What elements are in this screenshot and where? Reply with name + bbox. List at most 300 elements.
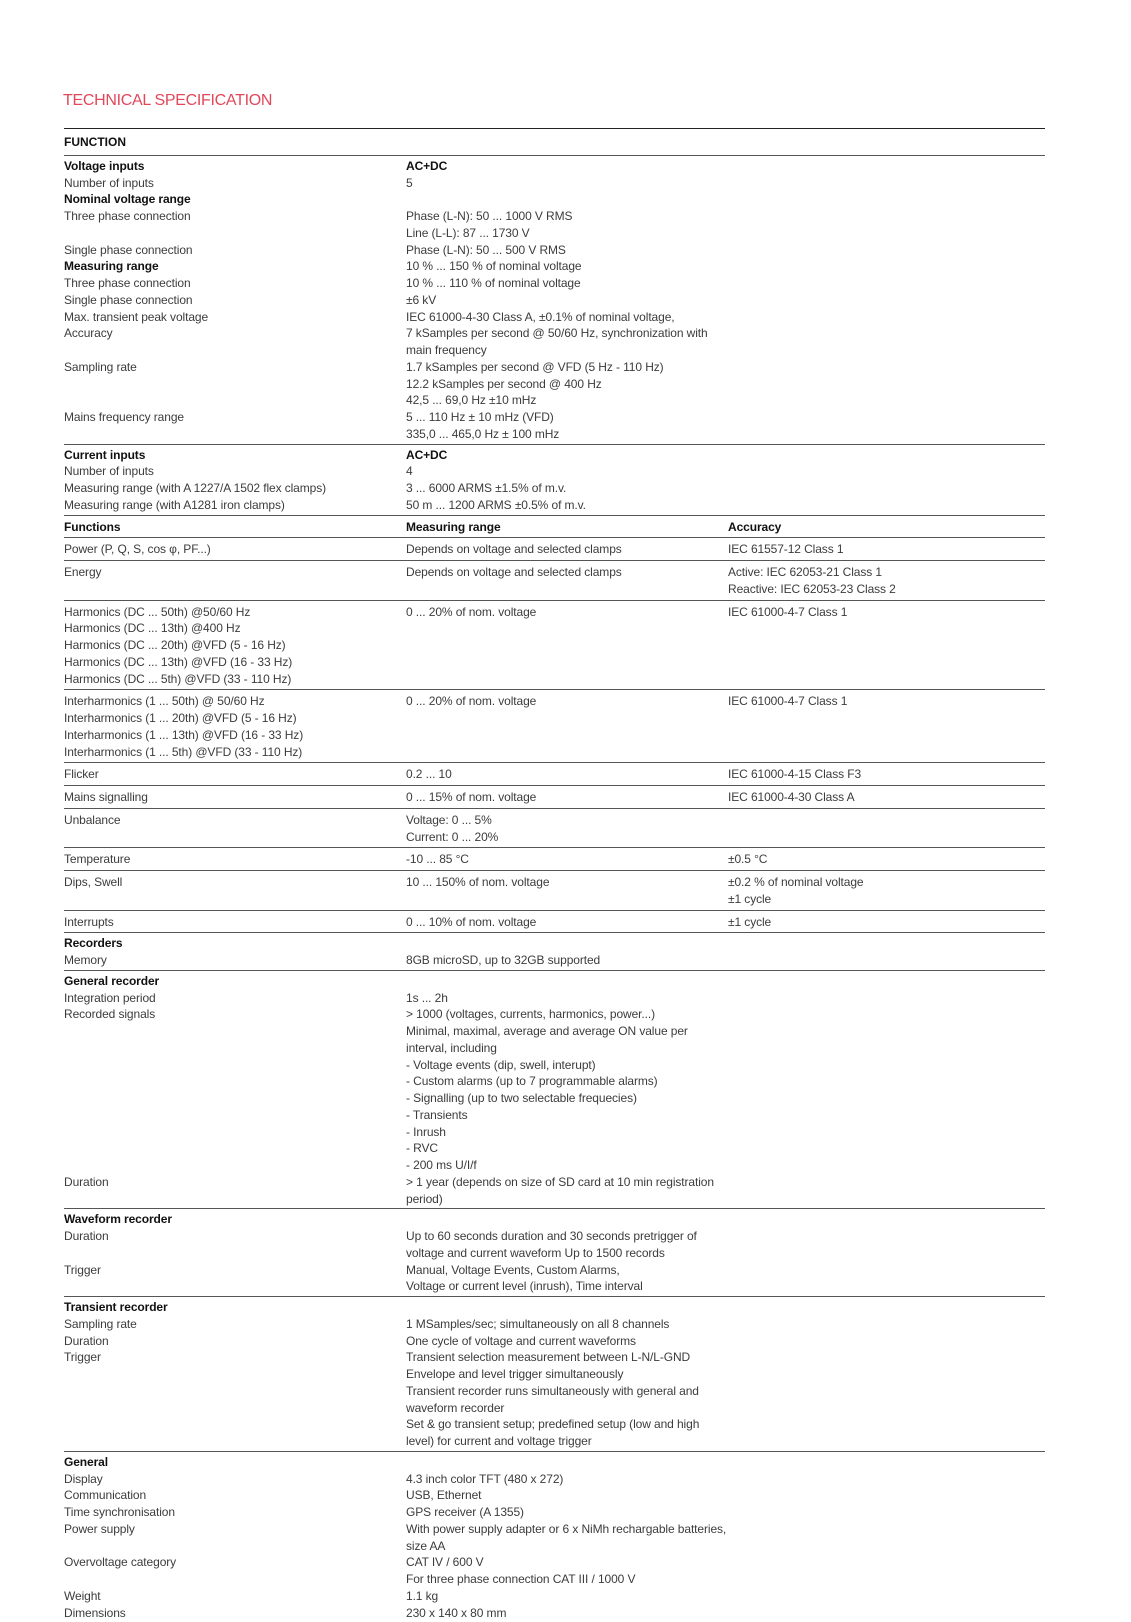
spec-text: 10 % ... 110 % of nominal voltage [406, 276, 581, 291]
spec-value [406, 935, 728, 952]
spec-text: 7 kSamples per second @ 50/60 Hz, synchronization with main frequency [406, 326, 708, 358]
spec-value [406, 242, 728, 259]
spec-accuracy [728, 497, 1045, 514]
spec-label [64, 766, 406, 783]
spec-text: Unbalance [64, 812, 121, 827]
spec-text: Transient recorder runs simultaneously with general and waveform recorder [406, 1383, 699, 1415]
spec-text: 12.2 kSamples per second @ 400 Hz [406, 376, 602, 391]
spec-label [64, 175, 406, 192]
spec-value [406, 463, 728, 480]
spec-text: 0 ... 15% of nom. voltage [406, 790, 537, 805]
spec-text: > 1 year (depends on size of SD card at 10 min registration period) [406, 1174, 714, 1206]
spec-text: Sampling rate [64, 359, 137, 374]
spec-value [406, 541, 728, 558]
spec-value [406, 766, 728, 783]
spec-text: One cycle of voltage and current waveforms [406, 1333, 636, 1348]
spec-accuracy [728, 309, 1045, 326]
spec-text: Harmonics (DC ... 50th) @50/60 Hz [64, 604, 251, 619]
spec-row [64, 563, 1045, 599]
spec-text: 5 ... 110 Hz ± 10 mHz (VFD) [406, 410, 554, 425]
spec-section [64, 848, 1045, 871]
spec-text: Communication [64, 1488, 147, 1503]
spec-text: Mains signalling [64, 790, 148, 805]
spec-text: Interrupts [64, 914, 114, 929]
spec-text: - RVC [406, 1141, 438, 1156]
spec-accuracy [728, 935, 1045, 952]
spec-text: Reactive: IEC 62053-23 Class 2 [728, 581, 896, 596]
spec-text: Trigger [64, 1350, 101, 1365]
spec-text: Integration period [64, 990, 156, 1005]
spec-row [64, 1006, 1045, 1174]
spec-section [64, 911, 1045, 934]
spec-text: 8GB microSD, up to 32GB supported [406, 953, 601, 968]
spec-row [64, 447, 1045, 464]
spec-text: 10 % ... 150 % of nominal voltage [406, 259, 582, 274]
spec-text: - 200 ms U/I/f [406, 1158, 477, 1173]
spec-label [64, 208, 406, 242]
spec-text: ±1 cycle [728, 914, 772, 929]
spec-row [64, 309, 1045, 326]
spec-label [64, 973, 406, 990]
spec-text: Minimal, maximal, average and average ON value per interval, including [406, 1024, 688, 1055]
spec-accuracy [728, 242, 1045, 259]
spec-text: 1.1 kg [406, 1588, 439, 1603]
spec-accuracy [728, 1471, 1045, 1488]
spec-value [406, 914, 728, 931]
spec-row [64, 409, 1045, 443]
spec-label [64, 952, 406, 969]
spec-section [64, 561, 1045, 601]
spec-text: Number of inputs [64, 464, 154, 479]
spec-accuracy [728, 973, 1045, 990]
spec-text: Voltage inputs [64, 158, 145, 173]
spec-text: Mains frequency range [64, 410, 184, 425]
spec-text: ±0.5 °C [728, 852, 768, 867]
spec-text: Harmonics (DC ... 13th) @VFD (16 - 33 Hz) [64, 654, 293, 669]
spec-value [406, 409, 728, 443]
spec-label [64, 1211, 406, 1228]
spec-value [406, 1554, 728, 1588]
spec-label [64, 242, 406, 259]
spec-row [64, 850, 1045, 869]
spec-accuracy [728, 447, 1045, 464]
spec-value [406, 275, 728, 292]
spec-value [406, 1605, 728, 1622]
spec-text: Current inputs [64, 447, 146, 462]
spec-accuracy [728, 1228, 1045, 1262]
spec-text: Envelope and level trigger simultaneously [406, 1367, 624, 1382]
spec-text: 0 ... 20% of nom. voltage [406, 694, 537, 709]
spec-value [406, 1454, 728, 1471]
spec-accuracy [728, 812, 1045, 846]
spec-row [64, 1487, 1045, 1504]
spec-value [406, 874, 728, 908]
spec-text: Number of inputs [64, 175, 154, 190]
spec-label [64, 1174, 406, 1208]
spec-row [64, 603, 1045, 689]
spec-text: 1 MSamples/sec; simultaneously on all 8 channels [406, 1316, 670, 1331]
spec-text: Up to 60 seconds duration and 30 seconds pretrigger of voltage and current waveform Up to 1500 records [406, 1229, 697, 1260]
spec-row [64, 518, 1045, 537]
spec-label [64, 789, 406, 806]
spec-value [406, 480, 728, 497]
spec-text: ±0.2 % of nominal voltage [728, 875, 864, 890]
spec-value [406, 1521, 728, 1555]
spec-value [406, 1174, 728, 1208]
spec-text: Sampling rate [64, 1316, 137, 1331]
spec-value [406, 1316, 728, 1333]
spec-label [64, 309, 406, 326]
spec-accuracy [728, 519, 1045, 536]
spec-text: Voltage or current level (inrush), Time interval [406, 1279, 643, 1294]
spec-row [64, 1228, 1045, 1262]
spec-row [64, 973, 1045, 990]
spec-text: 10 ... 150% of nom. voltage [406, 875, 550, 890]
spec-text: General [64, 1454, 108, 1469]
spec-text: Depends on voltage and selected clamps [406, 542, 622, 557]
spec-text: General recorder [64, 973, 160, 988]
spec-text: > 1000 (voltages, currents, harmonics, power...) [406, 1007, 655, 1022]
spec-text: 1s ... 2h [406, 990, 448, 1005]
spec-label [64, 914, 406, 931]
spec-value [406, 158, 728, 175]
spec-text: Accuracy [728, 519, 782, 534]
spec-value [406, 1299, 728, 1316]
spec-label [64, 1504, 406, 1521]
spec-row [64, 1211, 1045, 1228]
spec-text: Three phase connection [64, 209, 191, 224]
spec-value [406, 292, 728, 309]
spec-value [406, 497, 728, 514]
spec-section [64, 445, 1045, 516]
spec-label [64, 1605, 406, 1622]
spec-section [64, 1209, 1045, 1297]
spec-value [406, 973, 728, 990]
spec-label [64, 693, 406, 760]
spec-accuracy [728, 604, 1045, 688]
spec-text: IEC 61000-4-7 Class 1 [728, 694, 848, 709]
spec-table [64, 128, 1045, 1622]
spec-text: Interharmonics (1 ... 50th) @ 50/60 Hz [64, 694, 265, 709]
spec-label [64, 1471, 406, 1488]
spec-accuracy [728, 158, 1045, 175]
spec-value [406, 564, 728, 598]
spec-text: For three phase connection CAT III / 1000 V [406, 1572, 636, 1587]
spec-text: Interharmonics (1 ... 5th) @VFD (33 - 110 Hz) [64, 744, 303, 759]
spec-text: Manual, Voltage Events, Custom Alarms, [406, 1262, 620, 1277]
spec-value [406, 1471, 728, 1488]
spec-text: Transient recorder [64, 1300, 168, 1315]
spec-text: With power supply adapter or 6 x NiMh rechargable batteries, size AA [406, 1521, 727, 1553]
spec-value [406, 1228, 728, 1262]
spec-text: - Signalling (up to two selectable frequecies) [406, 1091, 637, 1106]
spec-value [406, 175, 728, 192]
spec-text: Active: IEC 62053-21 Class 1 [728, 565, 882, 580]
spec-label [64, 1299, 406, 1316]
spec-text: IEC 61557-12 Class 1 [728, 542, 844, 557]
spec-text: Current: 0 ... 20% [406, 829, 499, 844]
spec-text: Display [64, 1471, 103, 1486]
spec-text: Measuring range (with A1281 iron clamps) [64, 497, 285, 512]
spec-value [406, 359, 728, 409]
spec-text: Harmonics (DC ... 13th) @400 Hz [64, 621, 241, 636]
spec-row [64, 208, 1045, 242]
spec-value [406, 1006, 728, 1174]
spec-accuracy [728, 1299, 1045, 1316]
spec-text: Interharmonics (1 ... 13th) @VFD (16 - 33 Hz) [64, 727, 304, 742]
spec-value [406, 789, 728, 806]
spec-row [64, 242, 1045, 259]
spec-label [64, 359, 406, 409]
spec-accuracy [728, 175, 1045, 192]
spec-text: Power supply [64, 1521, 135, 1536]
spec-value [406, 191, 728, 208]
spec-text: Harmonics (DC ... 20th) @VFD (5 - 16 Hz) [64, 638, 286, 653]
spec-accuracy [728, 292, 1045, 309]
spec-row [64, 1454, 1045, 1471]
spec-section [64, 690, 1045, 763]
spec-text: Duration [64, 1174, 109, 1189]
spec-text: 3 ... 6000 ARMS ±1.5% of m.v. [406, 481, 567, 496]
spec-text: Three phase connection [64, 276, 191, 291]
spec-accuracy [728, 789, 1045, 806]
spec-value [406, 309, 728, 326]
spec-row [64, 191, 1045, 208]
spec-text: - Custom alarms (up to 7 programmable alarms) [406, 1074, 658, 1089]
spec-text: Recorders [64, 936, 123, 951]
spec-text: 230 x 140 x 80 mm [406, 1605, 507, 1620]
spec-row [64, 765, 1045, 784]
spec-text: CAT IV / 600 V [406, 1555, 484, 1570]
spec-text: -10 ... 85 °C [406, 852, 469, 867]
spec-text: Measuring range [406, 519, 501, 534]
spec-text: 1.7 kSamples per second @ VFD (5 Hz - 110 Hz) [406, 359, 664, 374]
spec-section [64, 1452, 1045, 1622]
spec-row [64, 788, 1045, 807]
spec-label [64, 564, 406, 598]
spec-row [64, 359, 1045, 409]
spec-row [64, 158, 1045, 175]
spec-text: Temperature [64, 852, 131, 867]
spec-accuracy [728, 1487, 1045, 1504]
spec-value [406, 1333, 728, 1350]
spec-text: Phase (L-N): 50 ... 500 V RMS [406, 242, 566, 257]
spec-label [64, 1588, 406, 1605]
spec-text: GPS receiver (A 1355) [406, 1505, 524, 1520]
spec-value [406, 258, 728, 275]
spec-label [64, 1228, 406, 1262]
spec-accuracy [728, 275, 1045, 292]
spec-label [64, 812, 406, 846]
spec-section [64, 809, 1045, 849]
spec-accuracy [728, 914, 1045, 931]
spec-text: ±6 kV [406, 292, 437, 307]
spec-row [64, 1588, 1045, 1605]
spec-accuracy [728, 851, 1045, 868]
spec-label [64, 1521, 406, 1555]
spec-accuracy [728, 990, 1045, 1007]
spec-text: Voltage: 0 ... 5% [406, 812, 492, 827]
spec-label [64, 1316, 406, 1333]
spec-row [64, 175, 1045, 192]
spec-accuracy [728, 693, 1045, 760]
spec-label [64, 874, 406, 908]
spec-text: Measuring range (with A 1227/A 1502 flex clamps) [64, 481, 327, 496]
spec-value [406, 447, 728, 464]
spec-label [64, 541, 406, 558]
spec-accuracy [728, 409, 1045, 443]
spec-row [64, 692, 1045, 761]
spec-label [64, 1262, 406, 1296]
spec-row [64, 1605, 1045, 1622]
spec-label [64, 158, 406, 175]
spec-label [64, 447, 406, 464]
spec-accuracy [728, 541, 1045, 558]
spec-label [64, 275, 406, 292]
spec-value [406, 1588, 728, 1605]
spec-accuracy [728, 1349, 1045, 1450]
spec-value [406, 208, 728, 242]
spec-label [64, 1333, 406, 1350]
spec-accuracy [728, 1006, 1045, 1174]
spec-text: Transient selection measurement between L-N/L-GND [406, 1350, 691, 1365]
spec-row [64, 1471, 1045, 1488]
spec-label [64, 191, 406, 208]
spec-row [64, 873, 1045, 909]
spec-text: Recorded signals [64, 1007, 156, 1022]
spec-label [64, 1554, 406, 1588]
spec-section [64, 933, 1045, 971]
spec-accuracy [728, 1316, 1045, 1333]
spec-text: Trigger [64, 1262, 101, 1277]
spec-section [64, 1297, 1045, 1452]
spec-accuracy [728, 1454, 1045, 1471]
spec-label [64, 1454, 406, 1471]
spec-value [406, 1487, 728, 1504]
spec-accuracy [728, 874, 1045, 908]
spec-label [64, 325, 406, 359]
spec-label [64, 519, 406, 536]
spec-row [64, 935, 1045, 952]
spec-text: Memory [64, 953, 107, 968]
spec-row [64, 952, 1045, 969]
spec-text: Harmonics (DC ... 5th) @VFD (33 - 110 Hz) [64, 671, 292, 686]
spec-text: Single phase connection [64, 292, 193, 307]
spec-accuracy [728, 258, 1045, 275]
spec-value [406, 325, 728, 359]
spec-row [64, 1349, 1045, 1450]
spec-text: Duration [64, 1229, 109, 1244]
spec-accuracy [728, 1504, 1045, 1521]
spec-row [64, 811, 1045, 847]
spec-section [64, 763, 1045, 786]
spec-text: Depends on voltage and selected clamps [406, 565, 622, 580]
spec-text: Functions [64, 519, 121, 534]
spec-accuracy [728, 1521, 1045, 1555]
spec-section [64, 871, 1045, 911]
spec-label [64, 1006, 406, 1174]
spec-row [64, 1554, 1045, 1588]
spec-label [64, 1487, 406, 1504]
spec-row [64, 497, 1045, 514]
spec-accuracy [728, 463, 1045, 480]
spec-text: IEC 61000-4-30 Class A, ±0.1% of nominal voltage, [406, 309, 675, 324]
spec-text: Duration [64, 1333, 109, 1348]
spec-accuracy [728, 564, 1045, 598]
spec-value [406, 952, 728, 969]
spec-text: IEC 61000-4-7 Class 1 [728, 604, 848, 619]
spec-row [64, 1521, 1045, 1555]
spec-text: IEC 61000-4-15 Class F3 [728, 767, 862, 782]
spec-text: Max. transient peak voltage [64, 309, 209, 324]
spec-text: Waveform recorder [64, 1212, 172, 1227]
spec-label [64, 604, 406, 688]
spec-text: Flicker [64, 767, 99, 782]
spec-accuracy [728, 325, 1045, 359]
spec-text: USB, Ethernet [406, 1488, 482, 1503]
spec-accuracy [728, 191, 1045, 208]
spec-row [64, 990, 1045, 1007]
spec-section [64, 601, 1045, 691]
spec-accuracy [728, 1262, 1045, 1296]
spec-accuracy [728, 1605, 1045, 1622]
spec-value [406, 851, 728, 868]
spec-text: - Transients [406, 1107, 468, 1122]
spec-label [64, 851, 406, 868]
spec-text: Energy [64, 565, 102, 580]
spec-row [64, 1299, 1045, 1316]
spec-row [64, 1316, 1045, 1333]
spec-accuracy [728, 1211, 1045, 1228]
spec-accuracy [728, 208, 1045, 242]
spec-text: 42,5 ... 69,0 Hz ±10 mHz [406, 393, 537, 408]
spec-text: Single phase connection [64, 242, 193, 257]
spec-accuracy [728, 480, 1045, 497]
spec-accuracy [728, 766, 1045, 783]
spec-label [64, 409, 406, 443]
spec-label [64, 935, 406, 952]
spec-text: 4 [406, 464, 413, 479]
spec-row [64, 540, 1045, 559]
spec-row [64, 275, 1045, 292]
spec-text: - Voltage events (dip, swell, interupt) [406, 1057, 596, 1072]
spec-text: Accuracy [64, 326, 113, 341]
spec-text: 335,0 ... 465,0 Hz ± 100 mHz [406, 426, 560, 441]
spec-label [64, 1349, 406, 1450]
spec-text: IEC 61000-4-30 Class A [728, 790, 855, 805]
spec-text: Dips, Swell [64, 875, 123, 890]
spec-row [64, 325, 1045, 359]
spec-row [64, 292, 1045, 309]
spec-accuracy [728, 1588, 1045, 1605]
spec-row [64, 1333, 1045, 1350]
spec-section [64, 971, 1045, 1210]
spec-value [406, 812, 728, 846]
spec-text: Time synchronisation [64, 1505, 175, 1520]
spec-section [64, 786, 1045, 809]
spec-label [64, 463, 406, 480]
spec-text: Phase (L-N): 50 ... 1000 V RMS [406, 209, 573, 224]
spec-text: 0 ... 10% of nom. voltage [406, 914, 537, 929]
spec-value [406, 604, 728, 688]
spec-row [64, 480, 1045, 497]
spec-text: Nominal voltage range [64, 192, 191, 207]
spec-text: Overvoltage category [64, 1555, 177, 1570]
spec-accuracy [728, 952, 1045, 969]
spec-accuracy [728, 1333, 1045, 1350]
spec-text: Interharmonics (1 ... 20th) @VFD (5 - 16 Hz) [64, 711, 297, 726]
spec-row [64, 258, 1045, 275]
